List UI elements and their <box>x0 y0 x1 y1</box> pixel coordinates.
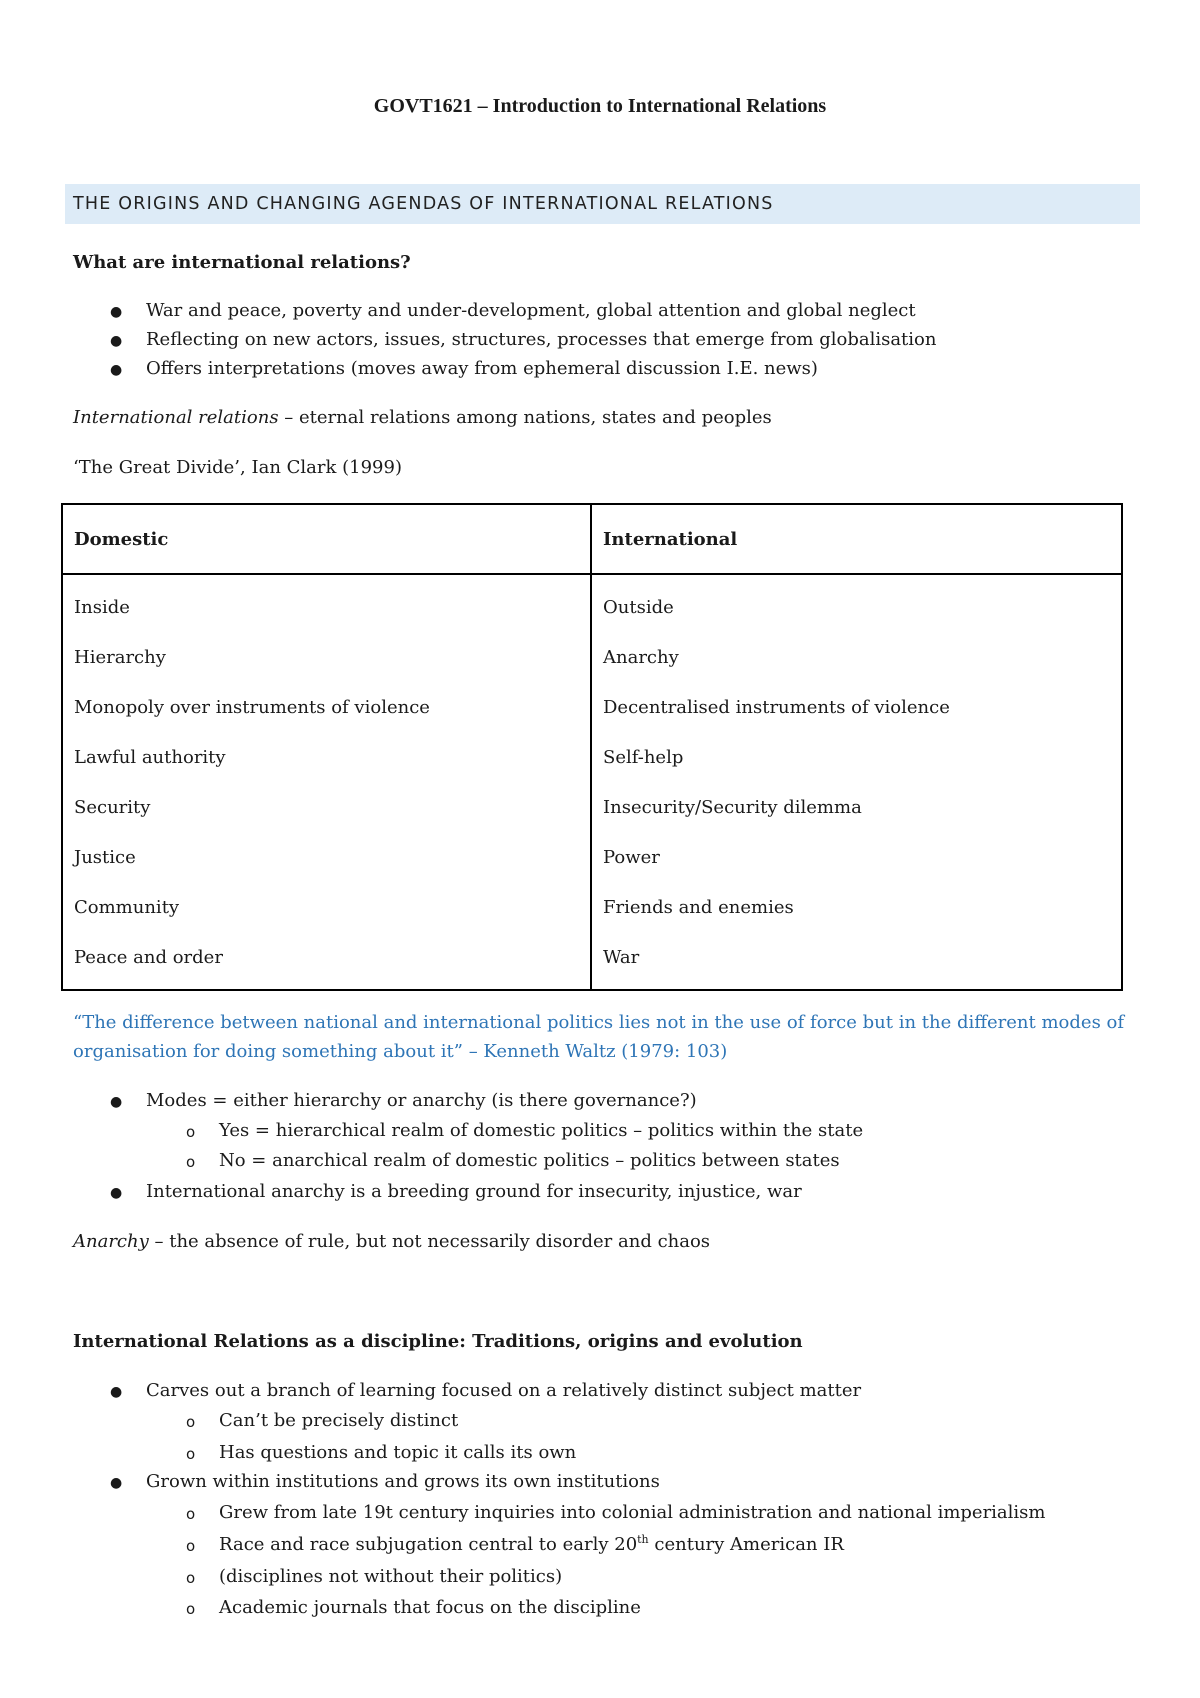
definition-text: – eternal relations among nations, states and peoples <box>278 407 772 428</box>
sub-list-item: Yes = hierarchical realm of domestic politics – politics within the state <box>219 1120 864 1141</box>
document-title: GOVT1621 – Introduction to International Relations <box>373 95 827 117</box>
text-segment: Race and race subjugation central to early 20 <box>219 1534 638 1555</box>
table-cell: Anarchy <box>603 647 679 668</box>
list-item: Modes = either hierarchy or anarchy (is there governance?) <box>146 1090 697 1111</box>
sub-list-item <box>219 1534 844 1555</box>
section-heading: What are international relations? <box>73 252 411 273</box>
section-heading: International Relations as a discipline: Traditions, origins and evolution <box>73 1331 803 1352</box>
table-cell: Justice <box>74 847 136 868</box>
table-cell: Community <box>74 897 180 918</box>
table-cell: Outside <box>603 597 674 618</box>
sub-bullet: o <box>186 1413 196 1431</box>
sub-list-item: Grew from late 19t century inquiries into colonial administration and national imperialism <box>219 1502 1046 1523</box>
definition-text: – the absence of rule, but not necessarily disorder and chaos <box>148 1231 711 1252</box>
international-column <box>592 575 1121 989</box>
great-divide-table <box>61 503 1123 991</box>
table-cell: Friends and enemies <box>603 897 794 918</box>
table-cell: Lawful authority <box>74 747 226 768</box>
table-header-row <box>63 505 1121 575</box>
table-cell: War <box>603 947 640 968</box>
sub-bullet: o <box>186 1505 196 1523</box>
text-segment: century American IR <box>648 1534 844 1555</box>
bullet-dot: ● <box>110 1384 123 1400</box>
bullet-dot: ● <box>110 1185 123 1201</box>
table-cell: Insecurity/Security dilemma <box>603 797 862 818</box>
table-cell: Decentralised instruments of violence <box>603 697 950 718</box>
bullet-dot: ● <box>110 1094 123 1110</box>
sub-list-item: Has questions and topic it calls its own <box>219 1442 577 1463</box>
section-banner-text: THE ORIGINS AND CHANGING AGENDAS OF INTERNATIONAL RELATIONS <box>73 194 774 214</box>
bullet-dot: ● <box>110 1475 123 1491</box>
table-cell: Security <box>74 797 151 818</box>
great-divide-caption: ‘The Great Divide’, Ian Clark (1999) <box>73 457 402 478</box>
sub-list-item: Academic journals that focus on the discipline <box>219 1597 641 1618</box>
list-item: War and peace, poverty and under-development, global attention and global neglect <box>146 300 916 321</box>
quote-line: organisation for doing something about it” – Kenneth Waltz (1979: 103) <box>73 1041 728 1062</box>
table-cell: Power <box>603 847 660 868</box>
bullet-dot: ● <box>110 362 123 378</box>
sub-bullet: o <box>186 1537 196 1555</box>
definition-anarchy <box>73 1231 710 1252</box>
table-header-domestic: Domestic <box>63 505 592 573</box>
sub-bullet: o <box>186 1600 196 1618</box>
table-body <box>63 575 1121 989</box>
sub-list-item: Can’t be precisely distinct <box>219 1410 459 1431</box>
list-item: Reflecting on new actors, issues, structures, processes that emerge from globalisation <box>146 329 937 350</box>
sub-bullet: o <box>186 1123 196 1141</box>
definition-term: International relations <box>73 407 279 428</box>
sub-list-item: No = anarchical realm of domestic politics – politics between states <box>219 1150 840 1171</box>
bullet-dot: ● <box>110 333 123 349</box>
sub-bullet: o <box>186 1445 196 1463</box>
superscript: th <box>637 1533 649 1546</box>
table-cell: Inside <box>74 597 130 618</box>
list-item: International anarchy is a breeding ground for insecurity, injustice, war <box>146 1181 802 1202</box>
section-banner <box>65 184 1140 224</box>
quote-line: “The difference between national and international politics lies not in the use of force but in the different modes of <box>73 1012 1125 1033</box>
list-item: Offers interpretations (moves away from ephemeral discussion I.E. news) <box>146 358 818 379</box>
table-header-international: International <box>603 528 738 550</box>
table-cell: Hierarchy <box>74 647 166 668</box>
table-cell: Monopoly over instruments of violence <box>74 697 430 718</box>
bullet-dot: ● <box>110 304 123 320</box>
sub-list-item: (disciplines not without their politics) <box>219 1566 563 1587</box>
sub-bullet: o <box>186 1569 196 1587</box>
list-item: Grown within institutions and grows its own institutions <box>146 1471 660 1492</box>
table-cell: Self-help <box>603 747 684 768</box>
domestic-column <box>63 575 592 989</box>
definition-term: Anarchy <box>73 1231 149 1252</box>
list-item: Carves out a branch of learning focused on a relatively distinct subject matter <box>146 1380 862 1401</box>
definition-ir <box>73 407 772 428</box>
table-cell: Peace and order <box>74 947 223 968</box>
sub-bullet: o <box>186 1153 196 1171</box>
